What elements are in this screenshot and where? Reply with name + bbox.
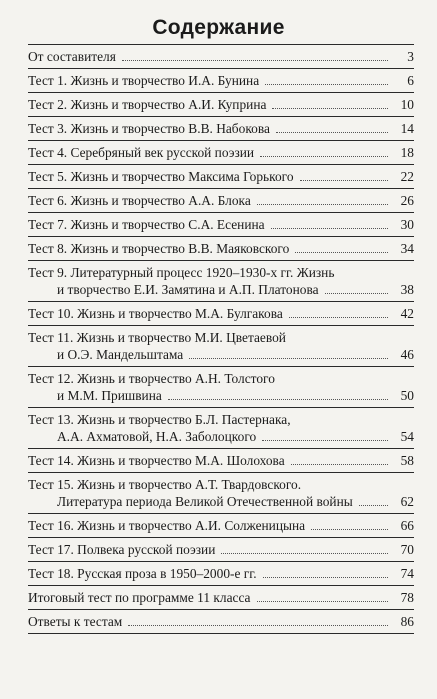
toc-page-number: 10 bbox=[400, 97, 414, 112]
toc-entry-text: Тест 6. Жизнь и творчество А.А. Блока bbox=[28, 193, 251, 208]
dot-leader bbox=[311, 529, 388, 530]
toc-entry-text: и М.М. Пришвина bbox=[57, 388, 162, 403]
dot-leader bbox=[257, 204, 388, 205]
toc-entry-text: Тест 15. Жизнь и творчество А.Т. Твардовского. bbox=[28, 477, 302, 492]
toc-page-number: 46 bbox=[400, 347, 414, 362]
toc-entry-text: А.А. Ахматовой, Н.А. Заболоцкого bbox=[57, 429, 257, 444]
toc-page-number: 42 bbox=[400, 306, 414, 321]
toc-entry[interactable] bbox=[28, 472, 414, 513]
toc-entry-text: Тест 10. Жизнь и творчество М.А. Булгакова bbox=[28, 306, 283, 321]
toc-page-number: 18 bbox=[400, 145, 414, 160]
dot-leader bbox=[128, 625, 388, 626]
toc-entry[interactable] bbox=[28, 116, 414, 140]
toc-entry-text: Тест 11. Жизнь и творчество М.И. Цветаевой bbox=[28, 330, 286, 345]
toc-entry-text: От составителя bbox=[28, 49, 116, 64]
toc-entry-text: Тест 14. Жизнь и творчество М.А. Шолохова bbox=[28, 453, 285, 468]
dot-leader bbox=[263, 577, 388, 578]
toc-entry[interactable] bbox=[28, 537, 414, 561]
toc-page-number: 22 bbox=[400, 169, 414, 184]
toc-entry-text: Тест 13. Жизнь и творчество Б.Л. Пастернака, bbox=[28, 412, 291, 427]
toc-entry-text: Тест 17. Полвека русской поэзии bbox=[28, 542, 216, 557]
toc-entry-text: Ответы к тестам bbox=[28, 614, 123, 629]
dot-leader bbox=[221, 553, 388, 554]
dot-leader bbox=[272, 108, 388, 109]
toc-entry[interactable] bbox=[28, 236, 414, 260]
toc-page-number: 78 bbox=[400, 590, 414, 605]
toc-page-number: 14 bbox=[400, 121, 414, 136]
toc-entry-text: и творчество Е.И. Замятина и А.П. Платонова bbox=[57, 282, 319, 297]
toc-page-number: 30 bbox=[400, 217, 414, 232]
dot-leader bbox=[291, 464, 388, 465]
toc-entry-text: и О.Э. Мандельштама bbox=[57, 347, 184, 362]
dot-leader bbox=[271, 228, 388, 229]
dot-leader bbox=[359, 505, 388, 506]
toc-entry-text: Тест 8. Жизнь и творчество В.В. Маяковского bbox=[28, 241, 290, 256]
dot-leader bbox=[265, 84, 388, 85]
toc-page-number: 6 bbox=[407, 73, 414, 88]
toc-page-number: 38 bbox=[400, 282, 414, 297]
toc-entry-text: Тест 1. Жизнь и творчество И.А. Бунина bbox=[28, 73, 260, 88]
toc-page-number: 58 bbox=[400, 453, 414, 468]
toc-entry-text: Тест 2. Жизнь и творчество А.И. Куприна bbox=[28, 97, 267, 112]
dot-leader bbox=[122, 60, 388, 61]
toc-entry-text: Тест 9. Литературный процесс 1920–1930-х гг. Жизнь bbox=[28, 265, 335, 280]
toc-page-number: 26 bbox=[400, 193, 414, 208]
toc-entry-text: Тест 4. Серебряный век русской поэзии bbox=[28, 145, 255, 160]
toc-entry-text: Тест 12. Жизнь и творчество А.Н. Толстого bbox=[28, 371, 275, 386]
dot-leader bbox=[289, 317, 388, 318]
toc-entry-text: Тест 7. Жизнь и творчество С.А. Есенина bbox=[28, 217, 265, 232]
toc-page-number: 70 bbox=[400, 542, 414, 557]
dot-leader bbox=[260, 156, 388, 157]
toc-entry[interactable] bbox=[28, 92, 414, 116]
toc-entry[interactable] bbox=[28, 366, 414, 407]
dot-leader bbox=[262, 440, 388, 441]
table-of-contents bbox=[28, 44, 414, 634]
toc-entry-text: Тест 3. Жизнь и творчество В.В. Набокова bbox=[28, 121, 270, 136]
toc-entry[interactable] bbox=[28, 188, 414, 212]
toc-entry-text: Итоговый тест по программе 11 класса bbox=[28, 590, 251, 605]
dot-leader bbox=[189, 358, 388, 359]
toc-entry[interactable] bbox=[28, 140, 414, 164]
toc-page-number: 74 bbox=[400, 566, 414, 581]
toc-page-number: 54 bbox=[400, 429, 414, 444]
toc-page-number: 62 bbox=[400, 494, 414, 509]
toc-entry-text: Тест 5. Жизнь и творчество Максима Горького bbox=[28, 169, 294, 184]
toc-entry[interactable] bbox=[28, 212, 414, 236]
toc-entry[interactable] bbox=[28, 407, 414, 448]
toc-entry[interactable] bbox=[28, 561, 414, 585]
toc-entry-text: Тест 18. Русская проза в 1950–2000-е гг. bbox=[28, 566, 257, 581]
toc-entry[interactable] bbox=[28, 585, 414, 609]
toc-page-number: 34 bbox=[400, 241, 414, 256]
toc-entry[interactable] bbox=[28, 68, 414, 92]
dot-leader bbox=[295, 252, 388, 253]
dot-leader bbox=[325, 293, 388, 294]
toc-entry[interactable] bbox=[28, 301, 414, 325]
toc-entry-text: Тест 16. Жизнь и творчество А.И. Солженицына bbox=[28, 518, 306, 533]
dot-leader bbox=[168, 399, 388, 400]
toc-entry[interactable] bbox=[28, 513, 414, 537]
toc-entry[interactable] bbox=[28, 609, 414, 634]
toc-entry[interactable] bbox=[28, 164, 414, 188]
dot-leader bbox=[257, 601, 388, 602]
toc-entry[interactable] bbox=[28, 325, 414, 366]
toc-entry[interactable] bbox=[28, 448, 414, 472]
toc-entry[interactable] bbox=[28, 260, 414, 301]
toc-page-number: 3 bbox=[407, 49, 414, 64]
toc-page-number: 50 bbox=[400, 388, 414, 403]
toc-entry-text: Литература периода Великой Отечественной войны bbox=[57, 494, 353, 509]
toc-entry[interactable] bbox=[28, 44, 414, 68]
dot-leader bbox=[276, 132, 388, 133]
toc-page-number: 66 bbox=[400, 518, 414, 533]
page-title: Содержание bbox=[152, 16, 285, 39]
dot-leader bbox=[300, 180, 388, 181]
toc-page-number: 86 bbox=[400, 614, 414, 629]
